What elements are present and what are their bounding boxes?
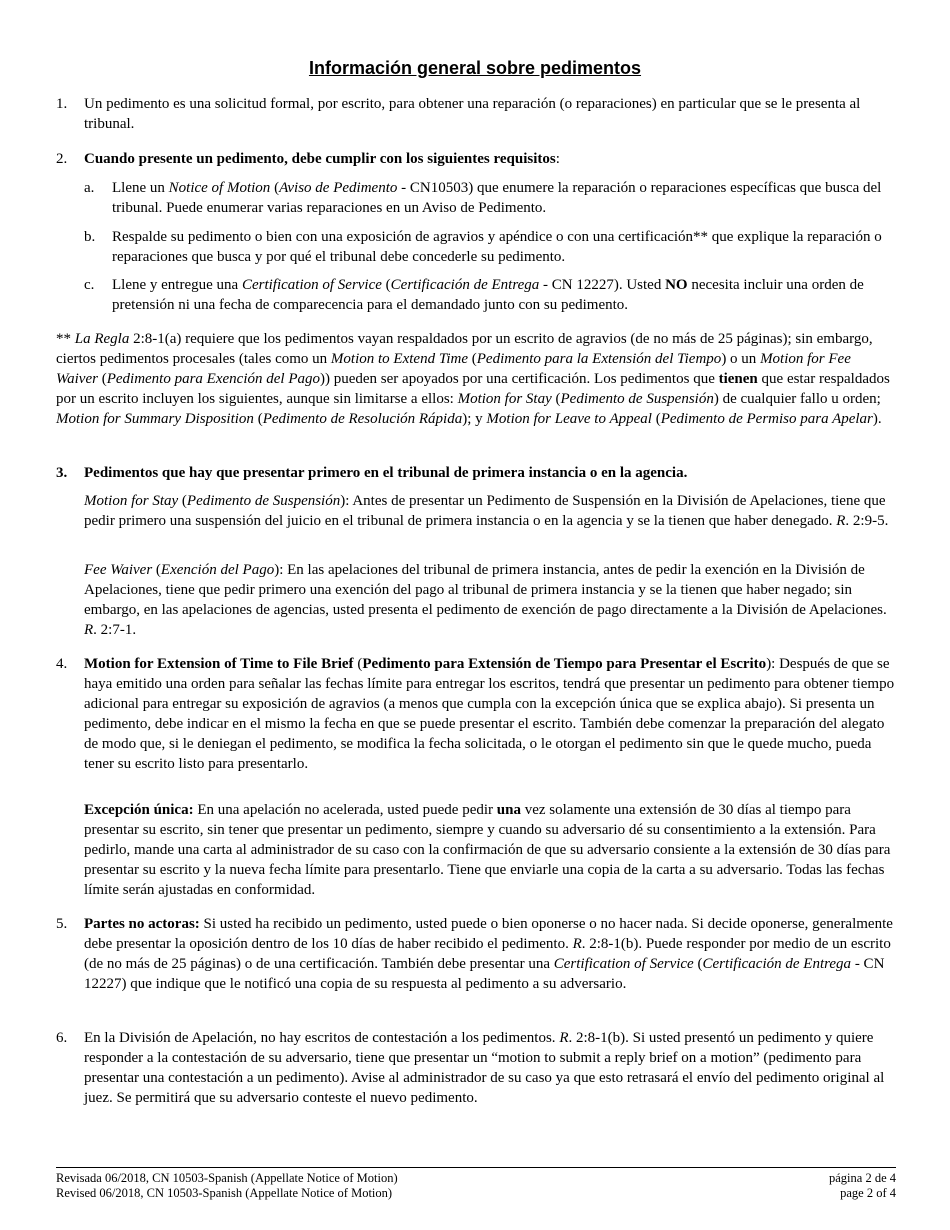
list-item-2 [56, 149, 896, 169]
item-heading: Pedimentos que hay que presentar primero en el tribunal de primera instancia o en la agencia. [84, 465, 688, 481]
single-exception-paragraph [84, 800, 896, 900]
list-item-3 [56, 463, 896, 483]
sub-item-letter: a. [84, 180, 95, 196]
item-text: Partes no actoras: Si usted ha recibido un pedimento, usted puede o bien oponerse o no hacer nada. Si decide oponerse, generalmente debe presentar la oposición dentro de los 10 días de haber recibido el pedimento. R. 2:8-1(b). Puede responder por medio de un escrito (de no más de 25 páginas) o de una certificación. También debe presentar una Certification of Service (Certificación de Entrega - CN 12227) que indique que le notificó una copia de su respuesta al pedimento a su adversario. [84, 916, 893, 992]
list-item-4 [56, 654, 896, 774]
sub-item-b [84, 227, 896, 267]
footer-revision-spanish: Revisada 06/2018, CN 10503-Spanish (Appellate Notice of Motion) [56, 1171, 398, 1185]
item-heading: Cuando presente un pedimento, debe cumplir con los siguientes requisitos: [84, 151, 560, 167]
paragraph-text: Fee Waiver (Exención del Pago): En las apelaciones del tribunal de primera instancia, antes de pedir la exención en la División de Apelaciones, tiene que pedir primero una exención del pago al tribunal de primera instancia y se la tienen que haber negado; sin embargo, en las apelaciones de agencias, usted presenta el pedimento de exención de pago directamente a la División de Apelaciones. R. 2:7-1. [84, 562, 887, 638]
sub-item-text: Respalde su pedimento o bien con una exposición de agravios y apéndice o con una certificación** que explique la reparación o reparaciones que busca y por qué el tribunal debe concederle su pedimento. [112, 229, 882, 265]
footer-divider [56, 1167, 896, 1168]
sub-item-c [84, 275, 896, 315]
page-title: Información general sobre pedimentos [308, 58, 642, 78]
footer-page-number-spanish: página 2 de 4 [829, 1171, 896, 1185]
item-text: En la División de Apelación, no hay escritos de contestación a los pedimentos. R. 2:8-1(b). Si usted presentó un pedimento y quiere responder a la contestación de su adversario, tiene que presentar un “motion to submit a reply brief on a motion” (pedimento para presentar una contestación a un pedimento). Avise al administrador de su caso ya que esto retrasará el envío del pedimento original al juez. Se permitirá que su adversario conteste el nuevo pedimento. [84, 1030, 885, 1106]
rule-note-text: ** La Regla 2:8-1(a) requiere que los pedimentos vayan respaldados por un escrito de agravios (de no más de 25 páginas); sin embargo, ciertos pedimentos procesales (tales como un Motion to Extend Time (Pedimento para la Extensión del Tiempo) o un Motion for Fee Waiver (Pedimento para Exención del Pago)) pueden ser apoyados por una certificación. Los pedimentos que tienen que estar respaldados por un escrito incluyen los siguientes, aunque sin limitarse a ellos: Motion for Stay (Pedimento de Suspensión) de cualquier fallo u orden; Motion for Summary Disposition (Pedimento de Resolución Rápida); y Motion for Leave to Appeal (Pedimento de Permiso para Apelar). [56, 331, 890, 427]
requirements-heading: Cuando presente un pedimento, debe cumplir con los siguientes requisitos [84, 151, 556, 167]
sub-item-text: Llene y entregue una Certification of Service (Certificación de Entrega - CN 12227). Usted NO necesita incluir una orden de pretensión ni una fecha de comparecencia para el demandado junto con su pedimento. [112, 277, 864, 313]
item-text: Un pedimento es una solicitud formal, por escrito, para obtener una reparación (o reparaciones) en particular que se le presenta al tribunal. [84, 96, 861, 132]
fee-waiver-paragraph [84, 560, 896, 640]
item-number: 3. [56, 465, 68, 481]
item-number: 2. [56, 151, 68, 167]
footer-page-number-english: page 2 of 4 [840, 1186, 896, 1200]
sub-item-a [84, 178, 896, 218]
item-number: 6. [56, 1030, 68, 1046]
item-number: 5. [56, 916, 68, 932]
paragraph-text: Motion for Stay (Pedimento de Suspensión): Antes de presentar un Pedimento de Suspensión en la División de Apelaciones, tiene que pedir primero una suspensión del juicio en el tribunal de primera instancia o en la agencia y se la tienen que haber denegado. R. 2:9-5. [84, 493, 889, 529]
stay-paragraph [84, 491, 896, 531]
sub-item-letter: c. [84, 277, 95, 293]
list-item-5 [56, 914, 896, 994]
sub-item-text: Llene un Notice of Motion (Aviso de Pedimento - CN10503) que enumere la reparación o reparaciones específicas que busca del tribunal. Puede enumerar varias reparaciones en un Aviso de Pedimento. [112, 180, 882, 216]
list-item-6 [56, 1028, 896, 1108]
footer-revision-english: Revised 06/2018, CN 10503-Spanish (Appellate Notice of Motion) [56, 1186, 393, 1200]
item-number: 4. [56, 656, 68, 672]
list-item-1 [56, 94, 896, 134]
paragraph-text: Excepción única: En una apelación no acelerada, usted puede pedir una vez solamente una extensión de 30 días al tiempo para presentar su escrito, sin tener que presentar un pedimento, siempre y cuando su adversario dé su consentimiento a la extensión. Para pedirlo, mande una carta al administrador de su caso con la confirmación de que su adversario consiente a la extensión de 30 días para presentar su escrito y la nueva fecha límite para presentarlo. Tiene que enviarle una copia de la carta a su adversario. Todas las fechas límite serán ajustadas en conformidad. [84, 802, 891, 898]
item-number: 1. [56, 96, 68, 112]
rule-note [56, 329, 896, 429]
item-text: Motion for Extension of Time to File Brief (Pedimento para Extensión de Tiempo para Presentar el Escrito): Después de que se haya emitido una orden para señalar las fechas límite para entregar los escritos, tendrá que presentar un pedimento para obtener tiempo adicional para entregar su exposición de agravios (a menos que cumpla con la excepción única que se explica abajo). Si presenta un pedimento, debe indicar en el mismo la fecha en que se puede presentar el escrito. También debe comenzar la preparación del alegato de modo que, si le deniegan el pedimento, se modifica la fecha solicitada, o le otorgan el pedimento sin que le quede mucho, pueda tener su escrito listo para presentarlo. [84, 656, 895, 772]
sub-item-letter: b. [84, 229, 96, 245]
